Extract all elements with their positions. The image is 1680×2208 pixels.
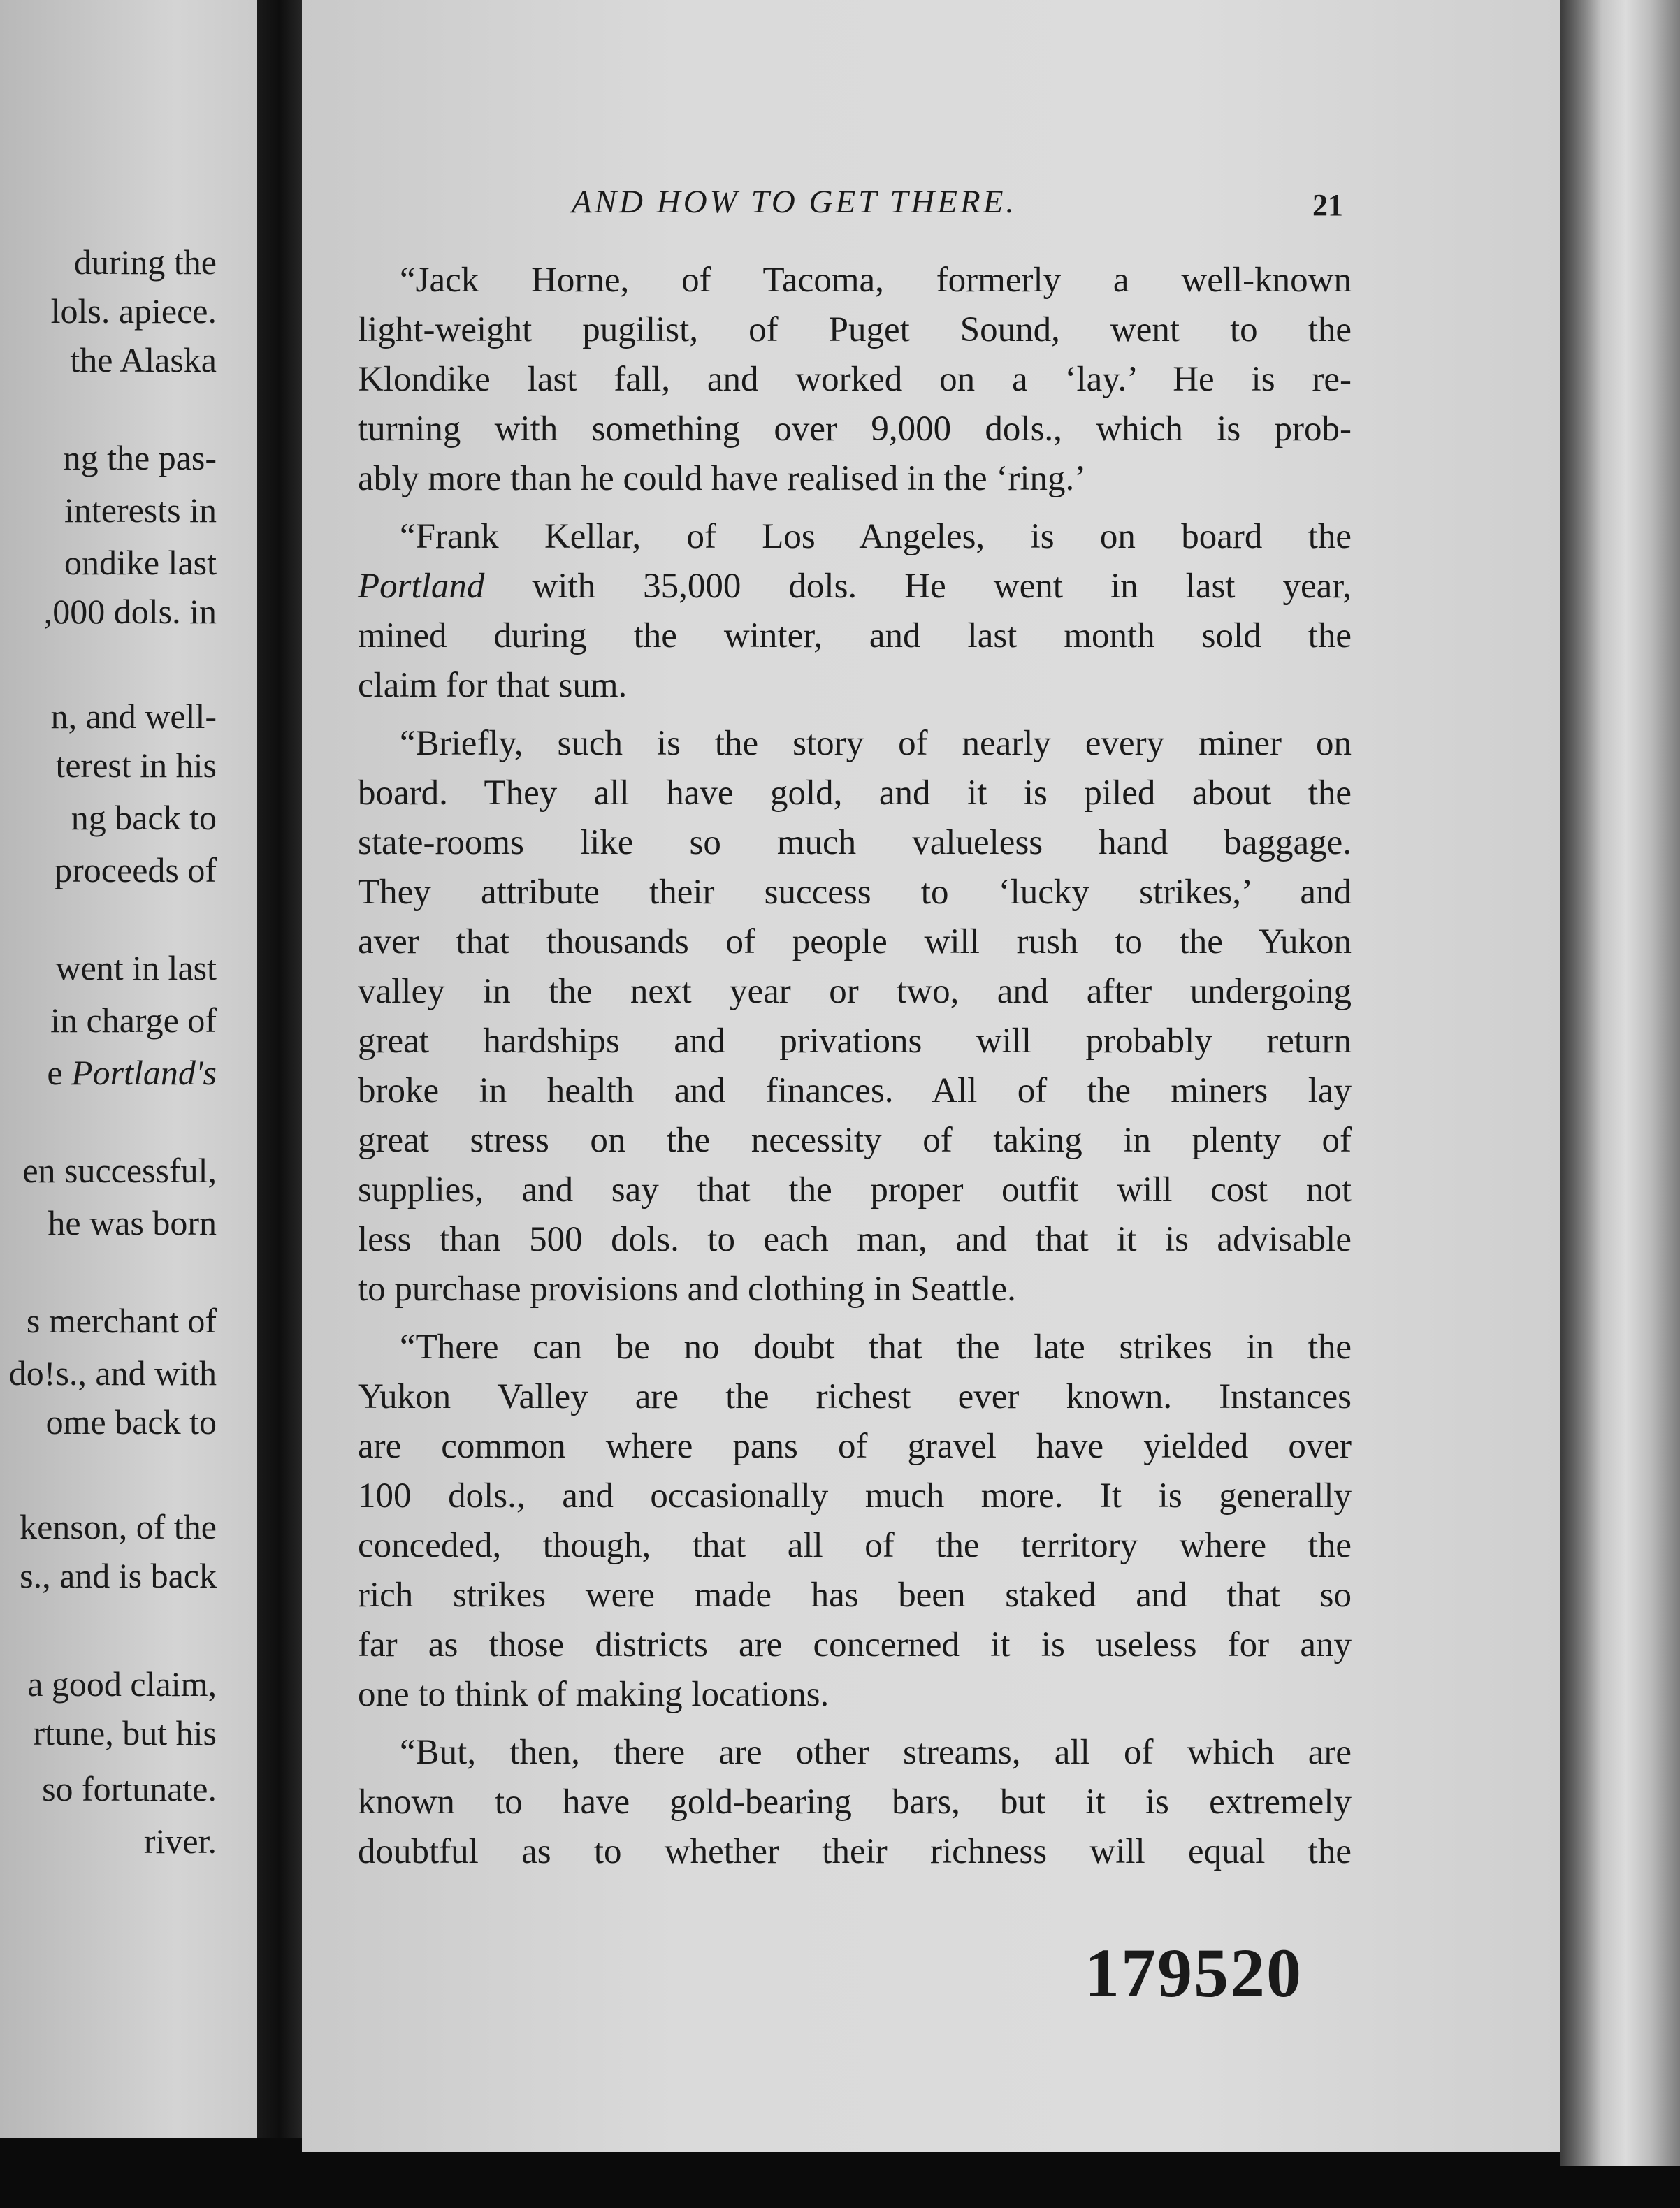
text-line: Klondike last fall, and worked on a ‘lay.’ He is re- xyxy=(358,360,1352,399)
left-page xyxy=(0,0,294,2138)
text-line: They attribute their success to ‘lucky strikes,’ and xyxy=(358,873,1352,912)
left-page-line: s merchant of xyxy=(26,1301,217,1340)
text-line: rich strikes were made has been staked and that so xyxy=(358,1576,1352,1615)
text-line: “Jack Horne, of Tacoma, formerly a well-known xyxy=(400,261,1352,300)
left-page-line: river. xyxy=(143,1822,217,1861)
text-line: supplies, and say that the proper outfit will cost not xyxy=(358,1170,1352,1210)
paragraph-other-streams xyxy=(358,1728,1352,1877)
left-page-line: en successful, xyxy=(22,1151,217,1190)
left-page-line: e Portland's xyxy=(47,1053,217,1092)
text-line: state-rooms like so much valueless hand baggage. xyxy=(358,823,1352,862)
text-line: valley in the next year or two, and after undergoing xyxy=(358,972,1352,1011)
left-page-line: terest in his xyxy=(55,746,217,785)
text-line: less than 500 dols. to each man, and that it is advisable xyxy=(358,1220,1352,1259)
paragraph-jack-horne xyxy=(358,256,1352,504)
book-gutter xyxy=(257,0,302,2138)
left-page-line: interests in xyxy=(64,491,217,530)
left-page-line: he was born xyxy=(48,1203,217,1242)
text-line: board. They all have gold, and it is piled about the xyxy=(358,773,1352,813)
text-line: great stress on the necessity of taking in plenty of xyxy=(358,1121,1352,1160)
text-line: far as those districts are concerned it is useless for any xyxy=(358,1625,1352,1664)
text-line: doubtful as to whether their richness will equal the xyxy=(358,1832,1352,1871)
left-page-line: do!s., and with xyxy=(8,1353,217,1393)
left-page-line: ,000 dols. in xyxy=(43,592,217,631)
left-page-line: during the xyxy=(73,242,217,282)
text-line: Yukon Valley are the richest ever known. Instances xyxy=(358,1377,1352,1416)
text-line: are common where pans of gravel have yielded over xyxy=(358,1427,1352,1466)
paragraph-frank-kellar xyxy=(358,512,1352,711)
text-line: claim for that sum. xyxy=(358,666,628,705)
left-page-line: a good claim, xyxy=(27,1664,217,1704)
text-line: one to think of making locations. xyxy=(358,1675,830,1714)
text-line: broke in health and finances. All of the miners lay xyxy=(358,1071,1352,1110)
text-line: “There can be no doubt that the late strikes in the xyxy=(400,1328,1352,1367)
left-page-line: lols. apiece. xyxy=(50,291,217,331)
body-text xyxy=(358,256,1352,1877)
catalog-number-stamp: 179520 xyxy=(1085,1934,1303,2012)
text-line: “Frank Kellar, of Los Angeles, is on board the xyxy=(400,517,1352,556)
running-head: AND HOW TO GET THERE. xyxy=(572,184,1018,220)
text-line: conceded, though, that all of the territory where the xyxy=(358,1526,1352,1565)
text-line: “But, then, there are other streams, all of which are xyxy=(400,1733,1352,1772)
left-page-line: s., and is back xyxy=(20,1556,217,1595)
left-page-line: kenson, of the xyxy=(20,1507,217,1546)
text-line: “Briefly, such is the story of nearly every miner on xyxy=(400,724,1352,763)
text-line: mined during the winter, and last month sold the xyxy=(358,616,1352,655)
text-line: great hardships and privations will probably return xyxy=(358,1022,1352,1061)
left-page-line: the Alaska xyxy=(70,340,217,379)
text-line: to purchase provisions and clothing in Seattle. xyxy=(358,1270,1016,1309)
left-page-line: rtune, but his xyxy=(33,1713,217,1752)
page-edge xyxy=(1560,0,1680,2166)
text-line: aver that thousands of people will rush to the Yukon xyxy=(358,922,1352,961)
page-number: 21 xyxy=(1312,188,1343,222)
text-line: Portland with 35,000 dols. He went in last year, xyxy=(358,567,1352,606)
left-page-line: so fortunate. xyxy=(42,1769,217,1808)
text-line: 100 dols., and occasionally much more. It is generally xyxy=(358,1476,1352,1516)
left-page-line: ome back to xyxy=(45,1402,217,1441)
text-line: light-weight pugilist, of Puget Sound, went to the xyxy=(358,310,1352,349)
left-page-line: proceeds of xyxy=(55,850,217,889)
left-page-text xyxy=(0,0,257,2138)
left-page-line: ondike last xyxy=(64,543,217,582)
left-page-line: n, and well- xyxy=(50,697,217,736)
paragraph-briefly xyxy=(358,719,1352,1314)
text-line: known to have gold-bearing bars, but it is extremely xyxy=(358,1782,1352,1822)
paragraph-yukon-strikes xyxy=(358,1323,1352,1720)
left-page-line: went in last xyxy=(55,948,217,987)
text-line: turning with something over 9,000 dols., which is prob- xyxy=(358,409,1352,449)
text-line: ably more than he could have realised in the ‘ring.’ xyxy=(358,459,1087,498)
left-page-line: ng the pas- xyxy=(63,438,217,477)
left-page-line: in charge of xyxy=(50,1001,217,1040)
left-page-line: ng back to xyxy=(71,798,217,837)
